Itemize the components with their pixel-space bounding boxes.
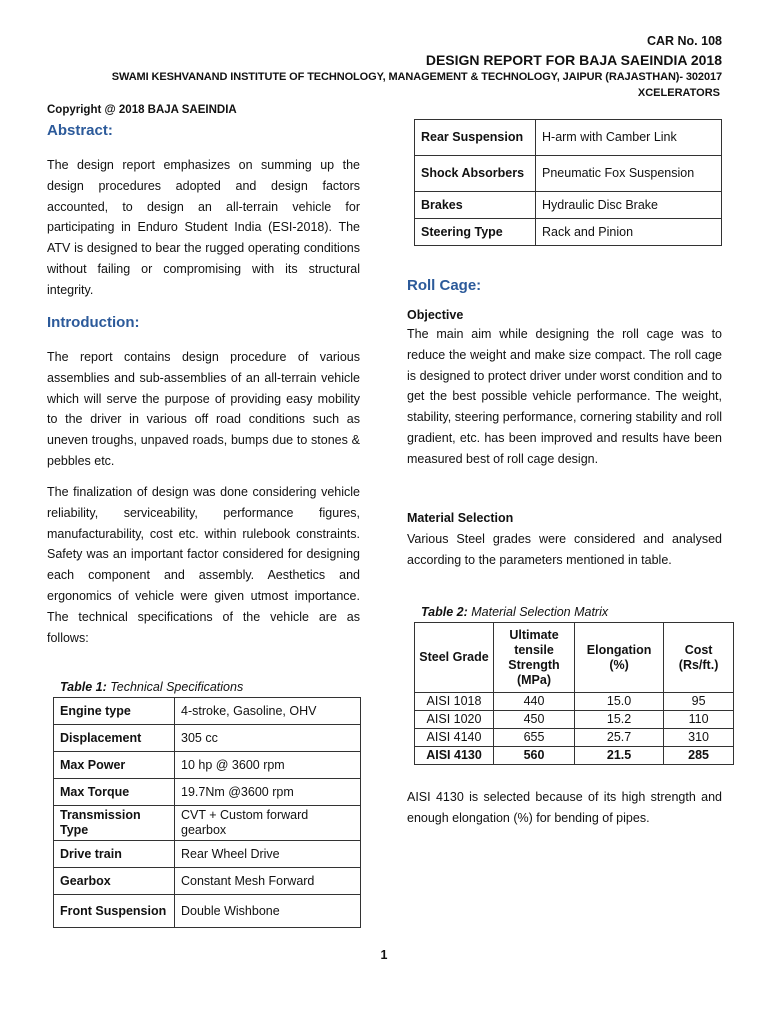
spec-row xyxy=(54,806,361,841)
spec-key: Max Power xyxy=(54,752,175,779)
material-table-cell: AISI 1020 xyxy=(415,711,494,729)
material-table-header: Ultimate tensile Strength (MPa) xyxy=(494,623,575,693)
institute-name: SWAMI KESHVANAND INSTITUTE OF TECHNOLOGY, MANAGEMENT & TECHNOLOGY, JAIPUR (RAJASTHAN)- 302017 xyxy=(111,71,722,83)
spec-key: Engine type xyxy=(54,698,175,725)
spec-key: Drive train xyxy=(54,841,175,868)
material-table-cell: 25.7 xyxy=(575,729,664,747)
introduction-heading: Introduction: xyxy=(47,314,140,331)
table2-label: Table 2: xyxy=(421,605,468,619)
material-table-header: Steel Grade xyxy=(415,623,494,693)
material-table-row xyxy=(415,729,734,747)
spec-value: H-arm with Camber Link xyxy=(536,120,722,156)
spec-value: Double Wishbone xyxy=(175,895,361,928)
team-name: XCELERATORS xyxy=(637,87,720,99)
spec-row xyxy=(54,725,361,752)
report-title: DESIGN REPORT FOR BAJA SAEINDIA 2018 xyxy=(425,52,722,68)
spec-row xyxy=(415,156,722,192)
spec-row xyxy=(415,192,722,219)
spec-row xyxy=(415,219,722,246)
spec-key: Shock Absorbers xyxy=(415,156,536,192)
spec-value: Hydraulic Disc Brake xyxy=(536,192,722,219)
technical-specifications-table xyxy=(53,697,361,928)
spec-row xyxy=(54,779,361,806)
material-table-cell: 655 xyxy=(494,729,575,747)
spec-value: Pneumatic Fox Suspension xyxy=(536,156,722,192)
page-number: 1 xyxy=(380,948,388,962)
spec-value: CVT + Custom forward gearbox xyxy=(175,806,361,841)
material-selection-heading: Material Selection xyxy=(407,511,514,525)
spec-key: Max Torque xyxy=(54,779,175,806)
introduction-paragraph-2: The finalization of design was done considering vehicle reliability, serviceability, performance figures, manufacturability, cost etc. within rulebook constraints. Safety was an important factor considered for designing each component and assembly. Aesthetics and ergonomics of vehicle were given utmost importance. The technical specifications of the vehicle are as follows: xyxy=(47,485,360,645)
roll-cage-heading: Roll Cage: xyxy=(407,277,482,294)
introduction-paragraph-1: The report contains design procedure of various assemblies and sub-assemblies of an all-terrain vehicle which will serve the purpose of providing easy mobility to the driver in various off road conditions such as uneven troughs, unpaved roads, bumps due to stones & pebbles etc. xyxy=(47,350,360,468)
spec-value: 10 hp @ 3600 rpm xyxy=(175,752,361,779)
material-table-cell: AISI 1018 xyxy=(415,693,494,711)
table1-caption-text: Technical Specifications xyxy=(110,680,244,694)
spec-key: Steering Type xyxy=(415,219,536,246)
material-table-row xyxy=(415,693,734,711)
material-table-cell: 15.0 xyxy=(575,693,664,711)
spec-value: 305 cc xyxy=(175,725,361,752)
material-table-cell: 21.5 xyxy=(575,747,664,765)
material-table-row xyxy=(415,711,734,729)
spec-value: 4-stroke, Gasoline, OHV xyxy=(175,698,361,725)
material-table-cell: 450 xyxy=(494,711,575,729)
spec-row xyxy=(54,752,361,779)
abstract-text: The design report emphasizes on summing up the design procedures adopted and design factors accounted, to design an all-terrain vehicle for participating in Enduro Student India (ESI-2018). The ATV is designed to bear the rugged operating conditions without failing or compromising with its structural integrity. xyxy=(47,158,360,297)
material-table-cell: 560 xyxy=(494,747,575,765)
material-table-cell: 440 xyxy=(494,693,575,711)
spec-value: Rear Wheel Drive xyxy=(175,841,361,868)
material-table-header: Elongation (%) xyxy=(575,623,664,693)
spec-value: 19.7Nm @3600 rpm xyxy=(175,779,361,806)
material-conclusion: AISI 4130 is selected because of its high strength and enough elongation (%) for bending of pipes. xyxy=(407,790,722,825)
material-table-cell: 110 xyxy=(664,711,734,729)
material-table-cell: 15.2 xyxy=(575,711,664,729)
material-selection-text: Various Steel grades were considered and analysed according to the parameters mentioned in table. xyxy=(407,532,722,567)
spec-key: Transmission Type xyxy=(54,806,175,841)
table1-caption xyxy=(60,680,243,694)
spec-value: Rack and Pinion xyxy=(536,219,722,246)
material-table-cell: AISI 4140 xyxy=(415,729,494,747)
table2-caption-text: Material Selection Matrix xyxy=(471,605,609,619)
material-table-row xyxy=(415,747,734,765)
spec-key: Front Suspension xyxy=(54,895,175,928)
material-table-cell: 285 xyxy=(664,747,734,765)
spec-key: Brakes xyxy=(415,192,536,219)
spec-value: Constant Mesh Forward xyxy=(175,868,361,895)
abstract-heading: Abstract: xyxy=(47,122,113,139)
material-table-header: Cost (Rs/ft.) xyxy=(664,623,734,693)
material-table-cell: AISI 4130 xyxy=(415,747,494,765)
spec-row xyxy=(54,698,361,725)
spec-key: Rear Suspension xyxy=(415,120,536,156)
table2-caption xyxy=(421,605,608,619)
copyright: Copyright @ 2018 BAJA SAEINDIA xyxy=(47,104,237,116)
table1-label: Table 1: xyxy=(60,680,107,694)
spec-key: Gearbox xyxy=(54,868,175,895)
technical-specifications-table-continued xyxy=(414,119,722,246)
spec-row xyxy=(415,120,722,156)
spec-key: Displacement xyxy=(54,725,175,752)
spec-row xyxy=(54,895,361,928)
material-table-cell: 95 xyxy=(664,693,734,711)
spec-row xyxy=(54,841,361,868)
car-number: CAR No. 108 xyxy=(646,34,722,48)
objective-heading: Objective xyxy=(407,308,464,322)
spec-row xyxy=(54,868,361,895)
objective-text: The main aim while designing the roll cage was to reduce the weight and make size compact. The roll cage is designed to protect driver under worst condition and to get the best possible vehicle performance. The weight, stability, steering performance, cornering stability and roll gradient, etc. has been improved and results have been measured best of roll cage design. xyxy=(407,327,722,466)
material-selection-table xyxy=(414,622,734,765)
material-table-cell: 310 xyxy=(664,729,734,747)
